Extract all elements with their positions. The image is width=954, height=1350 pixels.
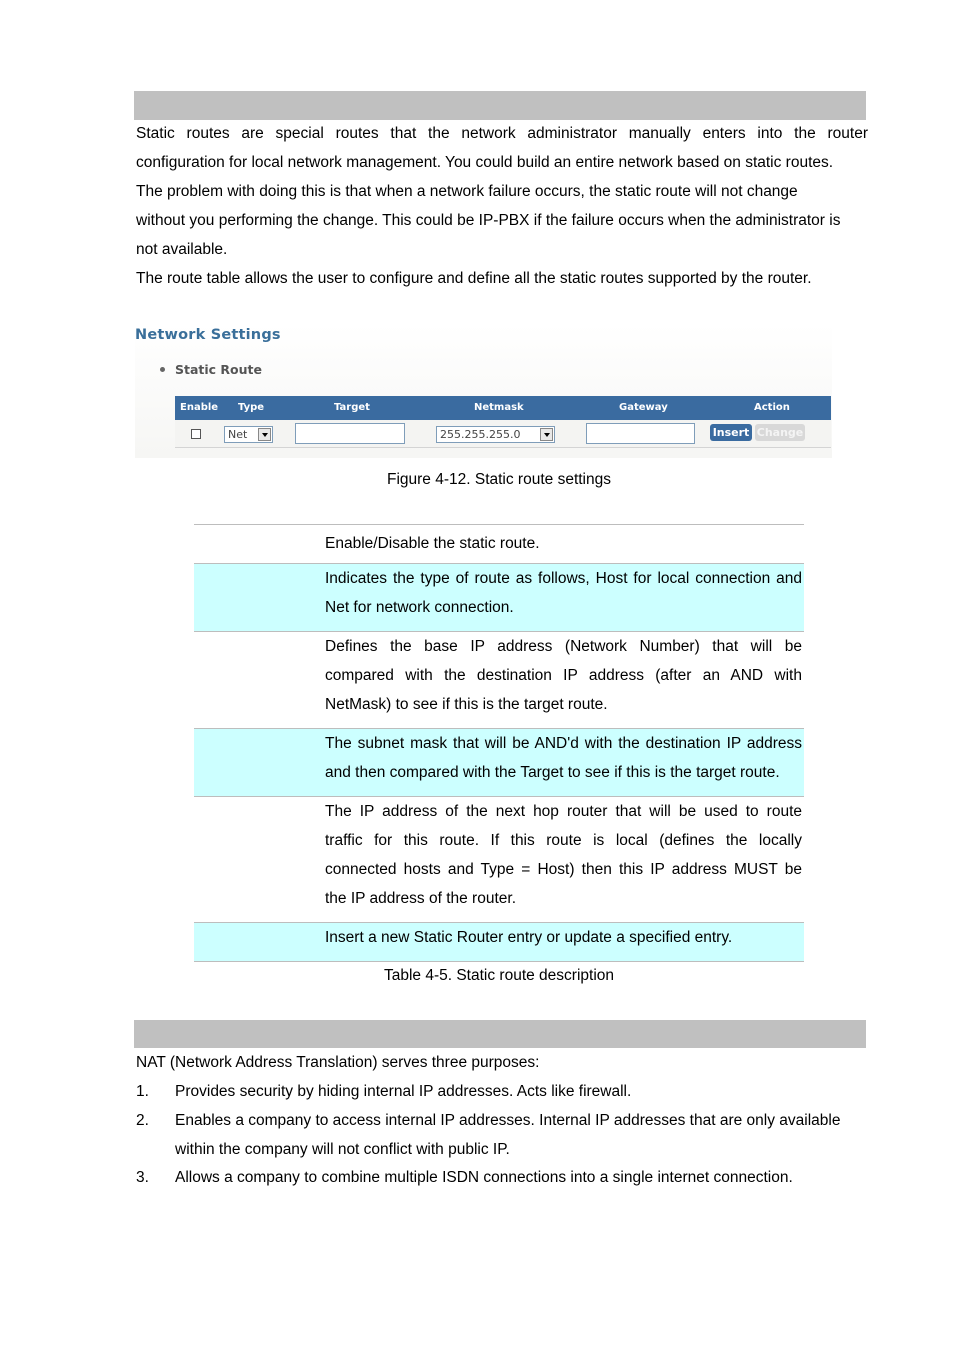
enable-checkbox[interactable] bbox=[191, 429, 201, 439]
table-caption: Table 4-5. Static route description bbox=[383, 967, 615, 984]
list-item bbox=[175, 1106, 868, 1164]
row-description bbox=[325, 529, 802, 558]
list-item-line: Enables a company to access internal IP addresses. Internal IP addresses that are only available bbox=[175, 1112, 841, 1129]
list-item-line: within the company will not conflict with public IP. bbox=[175, 1141, 510, 1158]
description-line: The subnet mask that will be AND'd with the destination IP address bbox=[325, 735, 802, 752]
intro-line: not available. bbox=[136, 241, 228, 258]
description-line: Enable/Disable the static route. bbox=[325, 535, 540, 552]
description-line: The IP address of the next hop router that will be used to route bbox=[325, 803, 802, 820]
gateway-input[interactable] bbox=[586, 423, 695, 444]
list-number: 2. bbox=[136, 1112, 149, 1129]
list-number: 1. bbox=[136, 1083, 149, 1100]
description-line: Indicates the type of route as follows, Host for local connection and bbox=[325, 570, 802, 587]
nat-intro: NAT (Network Address Translation) serves three purposes: bbox=[136, 1054, 540, 1071]
column-header-gateway: Gateway bbox=[619, 402, 668, 413]
static-route-label: Static Route bbox=[175, 362, 262, 377]
network-settings-title: Network Settings bbox=[135, 327, 281, 343]
table-row bbox=[194, 632, 804, 729]
figure-caption: Figure 4-12. Static route settings bbox=[386, 471, 611, 488]
table-row bbox=[194, 525, 804, 564]
description-line: NetMask) to see if this is the target route. bbox=[325, 696, 608, 713]
column-header-netmask: Netmask bbox=[474, 402, 524, 413]
table-row bbox=[194, 923, 804, 962]
column-header-action: Action bbox=[754, 402, 790, 413]
list-item bbox=[175, 1163, 868, 1192]
target-input[interactable] bbox=[295, 423, 405, 444]
table-row bbox=[194, 564, 804, 632]
list-number: 3. bbox=[136, 1169, 149, 1186]
type-select[interactable] bbox=[224, 426, 273, 443]
list-item-line: Provides security by hiding internal IP addresses. Acts like firewall. bbox=[175, 1083, 632, 1100]
description-line: and then compared with the Target to see if this is the target route. bbox=[325, 764, 780, 781]
row-description bbox=[325, 564, 802, 622]
intro-line: without you performing the change. This could be IP-PBX if the failure occurs when the administrator is bbox=[136, 212, 841, 229]
chevron-down-icon[interactable] bbox=[258, 428, 271, 441]
change-button[interactable]: Change bbox=[756, 426, 804, 439]
type-select-value: Net bbox=[228, 428, 248, 441]
description-line: compared with the destination IP address (after an AND with bbox=[325, 667, 802, 684]
description-table bbox=[194, 524, 804, 962]
intro-paragraph bbox=[136, 119, 868, 293]
intro-line: Static routes are special routes that the network administrator manually enters into the router bbox=[136, 125, 868, 142]
row-description bbox=[325, 632, 802, 719]
netmask-select[interactable] bbox=[436, 426, 555, 443]
description-line: Insert a new Static Router entry or update a specified entry. bbox=[325, 929, 733, 946]
description-line: traffic for this route. If this route is local (defines the locally bbox=[325, 832, 802, 849]
column-header-type: Type bbox=[238, 402, 265, 413]
row-description bbox=[325, 729, 802, 787]
intro-line: configuration for local network management. You could build an entire network based on static routes. bbox=[136, 154, 834, 171]
column-header-target: Target bbox=[334, 402, 370, 413]
row-description bbox=[325, 797, 802, 913]
section-header-bar bbox=[134, 91, 866, 120]
intro-line: The route table allows the user to configure and define all the static routes supported by the router. bbox=[136, 270, 812, 287]
section-header-bar bbox=[134, 1020, 866, 1048]
list-item-line: Allows a company to combine multiple ISDN connections into a single internet connection. bbox=[175, 1169, 793, 1186]
insert-button[interactable]: Insert bbox=[710, 424, 752, 441]
chevron-down-icon[interactable] bbox=[540, 428, 553, 441]
list-item bbox=[175, 1077, 868, 1106]
description-line: the IP address of the router. bbox=[325, 890, 517, 907]
description-line: connected hosts and Type = Host) then this IP address MUST be bbox=[325, 861, 802, 878]
description-line: Defines the base IP address (Network Number) that will be bbox=[325, 638, 802, 655]
description-line: Net for network connection. bbox=[325, 599, 514, 616]
bullet-icon bbox=[160, 367, 165, 372]
table-row bbox=[194, 797, 804, 923]
table-row bbox=[194, 729, 804, 797]
route-table-header bbox=[175, 396, 831, 420]
intro-line: The problem with doing this is that when a network failure occurs, the static route will not change bbox=[136, 183, 798, 200]
row-description bbox=[325, 923, 802, 952]
column-header-enable: Enable bbox=[180, 402, 219, 413]
netmask-select-value: 255.255.255.0 bbox=[440, 428, 521, 441]
